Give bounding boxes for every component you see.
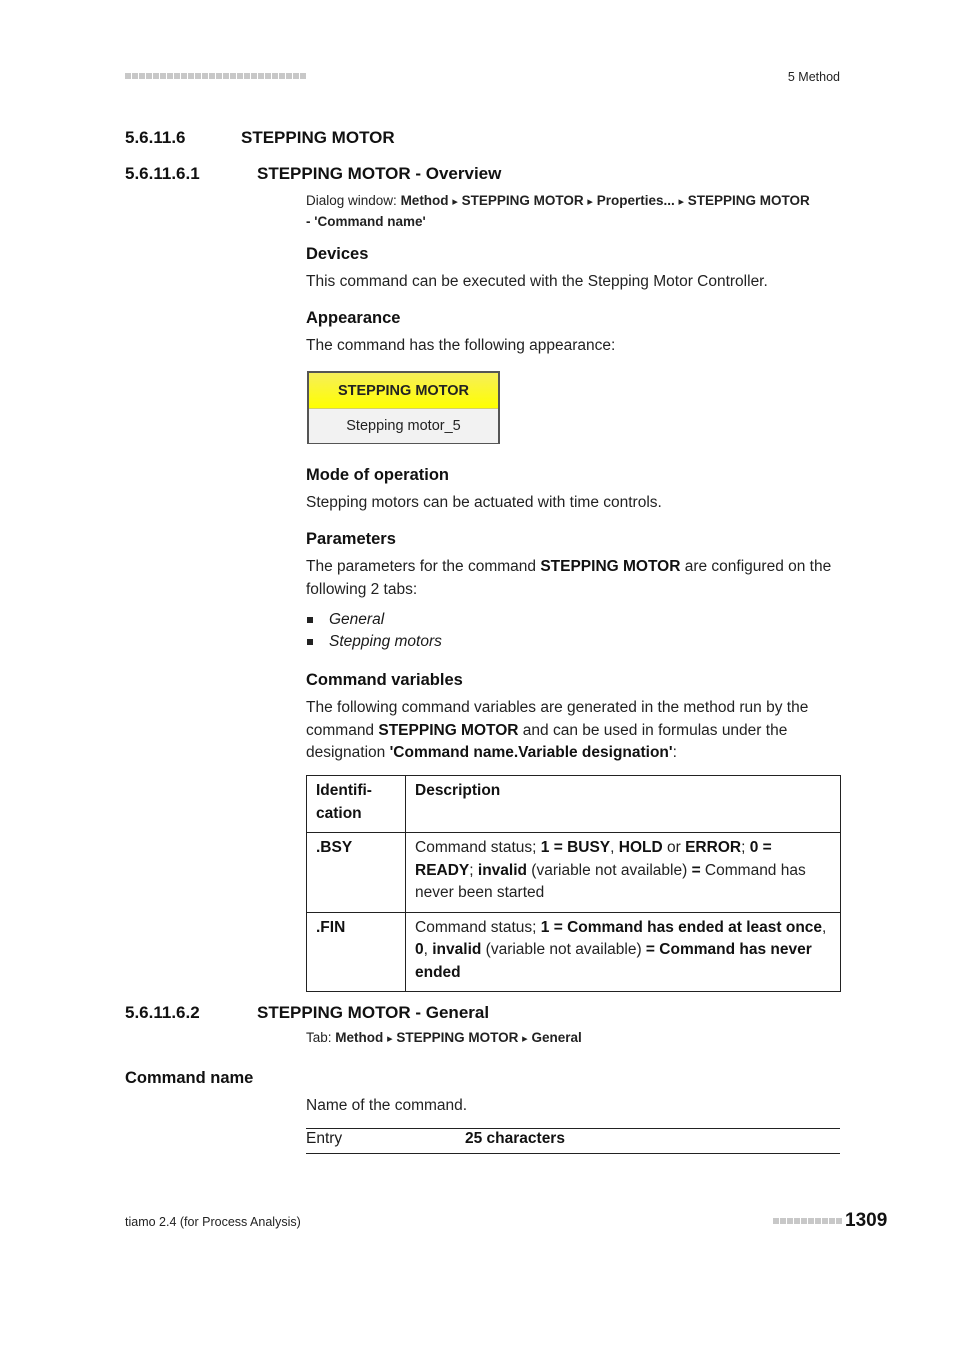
- variables-text: The following command variables are generated in the method run by the command STEPPING MOTOR and can be used in formulas under the designation 'Command name.Variable designation':: [306, 699, 809, 761]
- section-title: STEPPING MOTOR: [241, 128, 395, 147]
- command-box-title: STEPPING MOTOR: [309, 373, 498, 409]
- subsection-number: 5.6.11.6.1: [125, 164, 200, 183]
- tab-name: Stepping motors: [329, 633, 442, 650]
- chapter-label: 5 Method: [787, 70, 840, 84]
- mode-text: Stepping motors can be actuated with time controls.: [306, 494, 662, 511]
- dialog-path: Dialog window: Method ▸ STEPPING MOTOR ▸ Properties... ▸ STEPPING MOTOR - 'Command name': [306, 193, 810, 229]
- devices-text: This command can be executed with the Stepping Motor Controller.: [306, 273, 768, 290]
- variables-heading: Command variables: [306, 671, 463, 689]
- table-header-row: [307, 776, 841, 833]
- parameters-text: The parameters for the command STEPPING MOTOR are configured on the following 2 tabs:: [306, 558, 832, 598]
- arrow-icon: ▸: [678, 196, 685, 208]
- appearance-text: The command has the following appearance:: [306, 337, 616, 354]
- table-row: [307, 833, 841, 913]
- header-decoration: [125, 73, 306, 79]
- command-appearance-box: [307, 371, 500, 444]
- tab-name: General: [329, 611, 385, 628]
- page-number: 1309: [845, 1210, 888, 1231]
- command-box-name: Stepping motor_5: [309, 409, 498, 443]
- arrow-icon: ▸: [522, 1033, 528, 1045]
- table-row: [307, 912, 841, 992]
- bullet-icon: [307, 617, 313, 623]
- variables-table: [306, 775, 841, 992]
- arrow-icon: ▸: [452, 196, 458, 208]
- list-item: [307, 633, 442, 651]
- entry-value: 25 characters: [465, 1130, 565, 1147]
- entry-label: Entry: [306, 1130, 343, 1147]
- variable-id: .FIN: [307, 912, 406, 992]
- tab-path: Tab: Method ▸ STEPPING MOTOR ▸ General: [306, 1030, 582, 1045]
- footer-decoration: [773, 1218, 842, 1224]
- devices-heading: Devices: [306, 245, 369, 263]
- entry-table: [306, 1128, 840, 1154]
- variable-description: Command status; 1 = Command has ended at least once, 0, invalid (variable not available) = Command has never ended: [406, 912, 841, 992]
- footer-product: tiamo 2.4 (for Process Analysis): [125, 1215, 301, 1229]
- variable-id: .BSY: [307, 833, 406, 913]
- column-header-description: Description: [406, 776, 841, 833]
- variable-description: Command status; 1 = BUSY, HOLD or ERROR; 0 = READY; invalid (variable not available) = Command has never been started: [406, 833, 841, 913]
- bullet-icon: [307, 639, 313, 645]
- section-number: 5.6.11.6: [125, 128, 186, 147]
- parameters-heading: Parameters: [306, 530, 396, 548]
- subsection-title: STEPPING MOTOR - Overview: [257, 164, 502, 183]
- column-header-identification: Identifi- cation: [307, 776, 406, 833]
- arrow-icon: ▸: [587, 196, 593, 208]
- parameter-heading: Command name: [125, 1069, 254, 1087]
- arrow-icon: ▸: [387, 1033, 393, 1045]
- parameter-text: Name of the command.: [306, 1097, 468, 1114]
- mode-heading: Mode of operation: [306, 466, 449, 484]
- subsection-title: STEPPING MOTOR - General: [257, 1003, 490, 1022]
- appearance-heading: Appearance: [306, 309, 401, 327]
- subsection-number: 5.6.11.6.2: [125, 1003, 200, 1022]
- list-item: [307, 611, 384, 629]
